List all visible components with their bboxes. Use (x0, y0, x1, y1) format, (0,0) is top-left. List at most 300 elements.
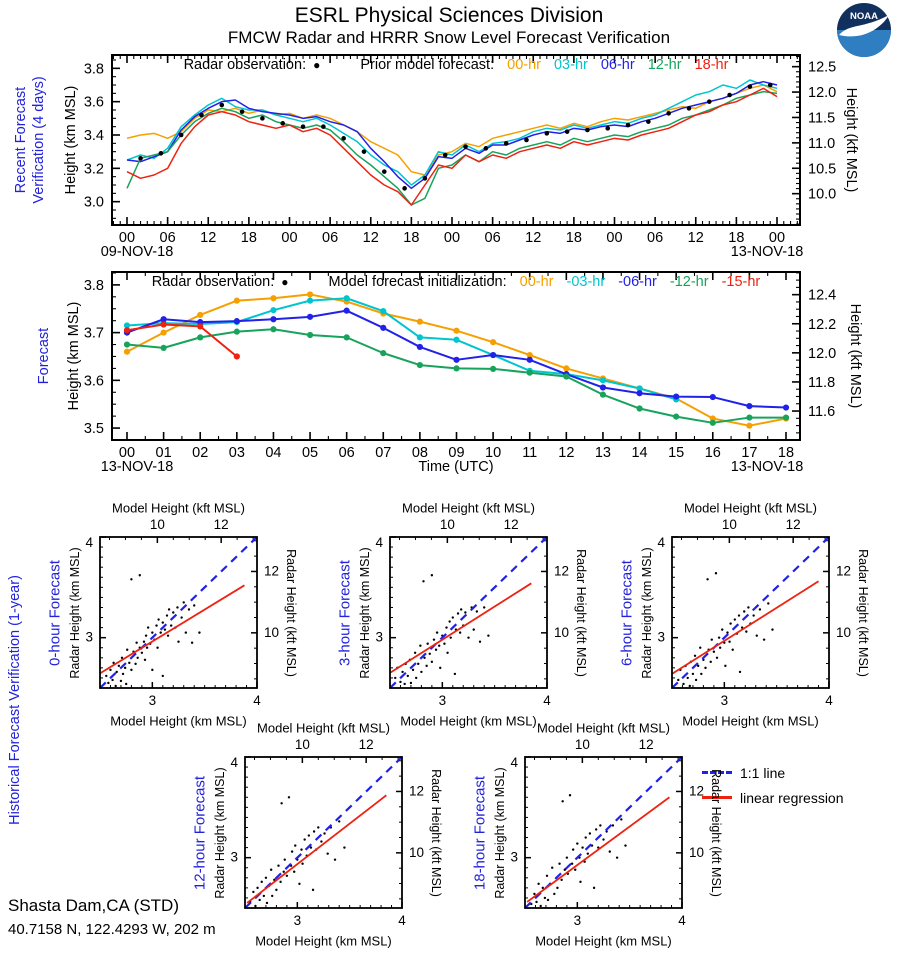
y-tick-label: 4 (375, 535, 383, 550)
radar-obs-point (626, 123, 631, 128)
radar-obs-point (362, 149, 367, 154)
scatter-point (254, 905, 256, 907)
scatter-point (716, 657, 718, 659)
scatter-point (771, 628, 773, 630)
data-point (490, 339, 496, 345)
scatter-point (687, 677, 689, 679)
radar-obs-point (240, 109, 245, 114)
scatter-point (419, 645, 421, 647)
scatter-point (126, 649, 128, 651)
scatter-point (544, 897, 546, 899)
regression-line (527, 797, 669, 902)
data-point (124, 349, 130, 355)
y-tick-label: 3.6 (83, 373, 104, 390)
scatter-point (176, 606, 178, 608)
scatter-point (410, 682, 412, 684)
data-point (270, 307, 276, 313)
scatter-point (177, 640, 179, 642)
x-tick-label: 12 (358, 737, 374, 752)
scatter-point (279, 881, 281, 883)
radar-obs-point (646, 119, 651, 124)
scatter-xlabel-top: Model Height (kft MSL) (537, 720, 670, 736)
scatter-point (124, 667, 126, 669)
panel2-legend-item-m15-hr: -15-hr (721, 274, 761, 290)
scatter-ylabel-left: Radar Height (km MSL) (213, 766, 227, 899)
x-tick-label: 16 (704, 445, 721, 461)
scatter-point (745, 630, 747, 632)
scatter-point (435, 649, 437, 651)
x-tick-label: 10 (485, 445, 502, 461)
scatter-point (323, 832, 325, 834)
regression-line (100, 585, 244, 673)
scatter-point (537, 883, 539, 885)
scatter-point (417, 663, 419, 665)
scatter-title-scatter_3h: 3-hour Forecast (336, 559, 354, 666)
y-tick-label: 11.8 (808, 374, 836, 391)
scatter-point (261, 881, 263, 883)
radar-dot-icon: ● (313, 58, 321, 72)
one-to-one-line (672, 537, 829, 688)
scatter-point (595, 828, 597, 830)
radar-obs-point (544, 131, 549, 136)
panel2-legend-item-m12-hr: -12-hr (669, 274, 709, 290)
scatter-point (574, 869, 576, 871)
data-point (453, 328, 459, 334)
x-tick-label: 03 (228, 445, 245, 461)
scatter-point (420, 671, 422, 673)
scatter-point (553, 893, 555, 895)
scatter-point (734, 618, 736, 620)
scatter-point (620, 818, 622, 820)
scatter-point (728, 640, 730, 642)
scatter-point (164, 628, 166, 630)
radar-obs-point (666, 111, 671, 116)
scatter-xlabel-bottom: Model Height (km MSL) (400, 713, 537, 729)
radar-obs-point (565, 129, 570, 134)
scatter-point (256, 887, 258, 889)
noaa-logo-icon (836, 2, 892, 58)
y-tick-label: 3.5 (83, 421, 104, 438)
x-tick-label: 4 (678, 913, 686, 928)
y-tick-label: 11.5 (808, 110, 836, 127)
scatter-point (431, 661, 433, 663)
scatter-xlabel-bottom: Model Height (km MSL) (110, 713, 247, 729)
scatter-point (721, 628, 723, 630)
scatter-point (270, 869, 272, 871)
data-point (636, 390, 642, 396)
scatter-point (439, 667, 441, 669)
scatter-point (157, 618, 159, 620)
radar-obs-point (443, 153, 448, 158)
radar-obs-point (260, 116, 265, 121)
radar-obs-point (727, 93, 732, 98)
scatter-point (141, 652, 143, 654)
scatter-point (283, 871, 285, 873)
scatter-point (394, 677, 396, 679)
regression-line (672, 581, 819, 674)
data-point (746, 414, 752, 420)
scatter-point (160, 631, 162, 633)
data-point (234, 353, 240, 359)
panel1-section-label-line1: Recent Forecast (13, 86, 29, 194)
data-point (600, 377, 606, 383)
data-point (453, 337, 459, 343)
scatter-point (715, 572, 717, 574)
page-title: ESRL Physical Sciences Division (294, 4, 604, 27)
data-point (234, 298, 240, 304)
y-tick-label: 12.4 (808, 287, 837, 304)
x-tick-label: 18 (403, 230, 420, 246)
y-tick-label: 10.0 (808, 186, 837, 203)
y-tick-label: 12.0 (808, 85, 837, 102)
radar-obs-point (321, 124, 326, 129)
data-point (746, 423, 752, 429)
scatter-point (166, 614, 168, 616)
station-coordinates: 40.7158 N, 122.4293 W, 202 m (8, 921, 216, 938)
scatter-point (682, 683, 684, 685)
scatter-point (162, 675, 164, 677)
scatter-point (399, 681, 401, 683)
scatter-point (343, 846, 345, 848)
data-point (270, 326, 276, 332)
scatter-point (286, 875, 288, 877)
scatter-ylabel-left: Radar Height (km MSL) (358, 546, 372, 679)
scatter-point (602, 838, 604, 840)
scatter-point (266, 902, 268, 904)
radar-obs-point (280, 121, 285, 126)
scatter-point (479, 640, 481, 642)
scatter-point (284, 858, 286, 860)
one-to-one-line (390, 537, 547, 688)
scatter-point (743, 610, 745, 612)
scatter-point (560, 879, 562, 881)
y-tick-label: 11.0 (808, 135, 836, 152)
data-point (600, 384, 606, 390)
x-tick-label: 4 (398, 913, 406, 928)
y-tick-label: 12 (689, 783, 705, 799)
scatter-point (144, 659, 146, 661)
radar-obs-point (484, 146, 489, 151)
x-tick-label: 3 (573, 913, 582, 928)
scatter-point (191, 642, 193, 644)
radar-obs-point (707, 99, 712, 104)
scatter-point (313, 830, 315, 832)
radar-obs-point (585, 128, 590, 133)
data-point (490, 366, 496, 372)
data-point (161, 330, 167, 336)
scatter-point (711, 638, 713, 640)
scatter-point (700, 673, 702, 675)
scatter-point (473, 628, 475, 630)
scatter-point (569, 794, 571, 796)
scatter-point (704, 667, 706, 669)
data-point (563, 373, 569, 379)
scatter-point (168, 608, 170, 610)
regression-line-label: linear regression (740, 789, 844, 806)
data-point (527, 370, 533, 376)
radar-obs-point (402, 186, 407, 191)
panel1-section-label-line2: Verification (4 days) (31, 76, 47, 204)
x-tick-label: 09 (448, 445, 465, 461)
plot-frame (112, 272, 800, 440)
panel2-section-label: Forecast (36, 327, 52, 385)
x-tick-label: 06 (484, 230, 501, 246)
scatter-point (293, 871, 295, 873)
panel1-legend-item-03-hr: 03-hr (553, 57, 588, 73)
scatter-point (695, 679, 697, 681)
scatter-point (252, 891, 254, 893)
scatter-point (167, 634, 169, 636)
scatter-point (115, 685, 117, 687)
x-tick-label: 4 (825, 693, 833, 708)
scatter-point (445, 626, 447, 628)
y-tick-label: 3.0 (83, 194, 104, 211)
scatter-point (326, 852, 328, 854)
scatter-point (443, 643, 445, 645)
x-tick-label: 3 (293, 913, 302, 928)
y-tick-label: 10 (554, 624, 570, 640)
scatter-point (732, 649, 734, 651)
scatter-point (547, 899, 549, 901)
scatter-point (265, 877, 267, 879)
x-tick-label: 13 (594, 445, 612, 461)
radar-obs-point (219, 103, 224, 108)
x-tick-label: 18 (240, 230, 257, 246)
data-point (490, 352, 496, 358)
series-line-00-hr (127, 85, 777, 175)
scatter-point (338, 820, 340, 822)
radar-obs-point (159, 151, 164, 156)
radar-obs-point (423, 176, 428, 181)
data-point (673, 414, 679, 420)
scatter-point (258, 899, 260, 901)
panel1-legend-item-00-hr: 00-hr (507, 57, 541, 73)
scatter-point (105, 675, 107, 677)
scatter-point (303, 838, 305, 840)
radar-obs-point (748, 84, 753, 89)
scatter-point (403, 683, 405, 685)
scatter-point (533, 893, 535, 895)
scatter-point (128, 662, 130, 664)
panel1-legend-item-12-hr: 12-hr (647, 57, 682, 73)
scatter-point (147, 626, 149, 628)
radar-obs-point (341, 136, 346, 141)
scatter-point (747, 606, 749, 608)
data-point (344, 295, 350, 301)
x-tick-label: 12 (200, 230, 217, 246)
scatter-point (317, 826, 319, 828)
scatter-point (579, 881, 581, 883)
scatter-xlabel-bottom: Model Height (km MSL) (682, 713, 819, 729)
scatter-point (288, 796, 290, 798)
y-tick-label: 4 (510, 755, 518, 770)
data-point (746, 403, 752, 409)
scatter-ylabel-right: Radar Height (kft MSL) (429, 768, 443, 897)
panel1-ylabel-left: Height (km MSL) (63, 85, 79, 195)
scatter-point (452, 616, 454, 618)
logo-text: NOAA (850, 11, 878, 22)
radar-obs-point (687, 106, 692, 111)
series-line--12-hr (127, 329, 786, 423)
data-point (197, 323, 203, 329)
scatter-point (111, 679, 113, 681)
scatter-ylabel-left: Radar Height (km MSL) (493, 766, 507, 899)
y-tick-label: 12 (836, 563, 852, 579)
radar-obs-point (768, 83, 773, 88)
scatter-point (162, 621, 164, 623)
scatter-point (426, 643, 428, 645)
y-tick-label: 3.6 (83, 94, 104, 111)
scatter-point (136, 657, 138, 659)
scatter-point (180, 616, 182, 618)
panel2-ylabel-left: Height (km MSL) (66, 301, 82, 411)
y-tick-label: 11.6 (808, 404, 836, 421)
scatter-point (172, 611, 174, 613)
y-tick-label: 3 (230, 849, 238, 865)
scatter-point (718, 636, 720, 638)
data-point (161, 345, 167, 351)
data-point (710, 394, 716, 400)
plot-frame (112, 55, 800, 225)
scatter-point (546, 875, 548, 877)
data-point (197, 312, 203, 318)
data-point (380, 308, 386, 314)
scatter-point (759, 608, 761, 610)
scatter-point (320, 840, 322, 842)
x-tick-label: 12 (362, 230, 379, 246)
regression-line (247, 795, 386, 903)
y-tick-label: 3 (85, 629, 93, 645)
y-tick-label: 4 (85, 535, 93, 550)
scatter-point (151, 631, 153, 633)
x-tick-label: 15 (668, 445, 685, 461)
scatter-title-scatter_0h: 0-hour Forecast (46, 559, 64, 666)
data-point (417, 362, 423, 368)
radar-obs-point (179, 133, 184, 138)
data-point (380, 325, 386, 331)
scatter-point (277, 865, 279, 867)
scatter-point (294, 844, 296, 846)
x-tick-label: 18 (565, 230, 582, 246)
series-line-18-hr (127, 88, 777, 205)
data-point (234, 318, 240, 324)
y-tick-label: 12.0 (808, 345, 837, 362)
y-tick-label: 3 (657, 629, 665, 645)
panel1-legend-radar-label: Radar observation: (183, 57, 307, 73)
scatter-point (170, 624, 172, 626)
data-point (124, 327, 130, 333)
scatter-point (122, 673, 124, 675)
data-point (307, 291, 313, 297)
panel2-legend-radar-label: Radar observation: (151, 274, 275, 290)
scatter-point (130, 578, 132, 580)
scatter-point (130, 669, 132, 671)
scatter-point (298, 883, 300, 885)
scatter-title-scatter_18h: 18-hour Forecast (471, 775, 489, 890)
panel1-date-right: 13-NOV-18 (730, 244, 804, 260)
scatter-point (476, 610, 478, 612)
scatter-point (589, 832, 591, 834)
scatter-point (308, 834, 310, 836)
scatter-xlabel-top: Model Height (kft MSL) (402, 500, 535, 516)
x-tick-label: 18 (728, 230, 745, 246)
y-tick-label: 10 (689, 844, 705, 860)
scatter-point (457, 612, 459, 614)
data-point (453, 365, 459, 371)
y-tick-label: 3.8 (83, 277, 104, 294)
panel1-legend (112, 57, 800, 73)
scatter-point (425, 665, 427, 667)
x-tick-label: 4 (543, 693, 551, 708)
scatter-xlabel-top: Model Height (kft MSL) (257, 720, 390, 736)
x-tick-label: 00 (443, 230, 461, 246)
x-tick-label: 4 (253, 693, 261, 708)
x-tick-label: 00 (118, 445, 136, 461)
scatter-title-scatter_12h: 12-hour Forecast (191, 775, 209, 890)
scatter-point (446, 652, 448, 654)
scatter-point (415, 677, 417, 679)
scatter-point (185, 631, 187, 633)
x-tick-label: 12 (558, 445, 575, 461)
panel2-legend-model-label: Model forecast initialization: (328, 274, 507, 290)
scatter-point (300, 848, 302, 850)
scatter-point (412, 669, 414, 671)
historical-section-label: Historical Forecast Verification (1-year) (7, 575, 23, 825)
x-tick-label: 00 (768, 230, 786, 246)
scatter-ylabel-right: Radar Height (kft MSL) (574, 548, 588, 677)
x-tick-label: 00 (281, 230, 298, 246)
x-tick-label: 06 (647, 230, 664, 246)
data-point (161, 321, 167, 327)
scatter-point (738, 614, 740, 616)
x-tick-label: 00 (606, 230, 623, 246)
y-tick-label: 10.5 (808, 161, 837, 178)
y-tick-label: 4 (230, 755, 238, 770)
scatter-point (120, 680, 122, 682)
data-point (710, 420, 716, 426)
scatter-ylabel-right: Radar Height (kft MSL) (856, 548, 870, 677)
y-tick-label: 10 (264, 624, 280, 640)
radar-obs-point (524, 138, 529, 143)
scatter-point (401, 671, 403, 673)
x-tick-label: 06 (322, 230, 339, 246)
scatter-point (280, 802, 282, 804)
scatter-point (616, 856, 618, 858)
data-point (783, 404, 789, 410)
scatter-point (464, 611, 466, 613)
radar-obs-point (463, 144, 468, 149)
scatter-point (710, 661, 712, 663)
scatter-point (689, 685, 691, 687)
scatter-point (483, 606, 485, 608)
y-tick-label: 3.7 (83, 325, 104, 342)
data-point (527, 357, 533, 363)
scatter-point (593, 887, 595, 889)
scatter-point (752, 614, 754, 616)
scatter-point (448, 620, 450, 622)
scatter-point (139, 574, 141, 576)
panel2-legend-item-m03-hr: -03-hr (566, 274, 606, 290)
data-point (307, 314, 313, 320)
panel1-date-left: 09-NOV-18 (100, 244, 174, 260)
scatter-point (763, 638, 765, 640)
data-point (307, 298, 313, 304)
scatter-point (109, 669, 111, 671)
scatter-point (609, 850, 611, 852)
data-point (234, 329, 240, 335)
page-subtitle: FMCW Radar and HRRR Snow Level Forecast Verification (227, 28, 671, 47)
panel2-legend-item-m06-hr: -06-hr (618, 274, 657, 290)
